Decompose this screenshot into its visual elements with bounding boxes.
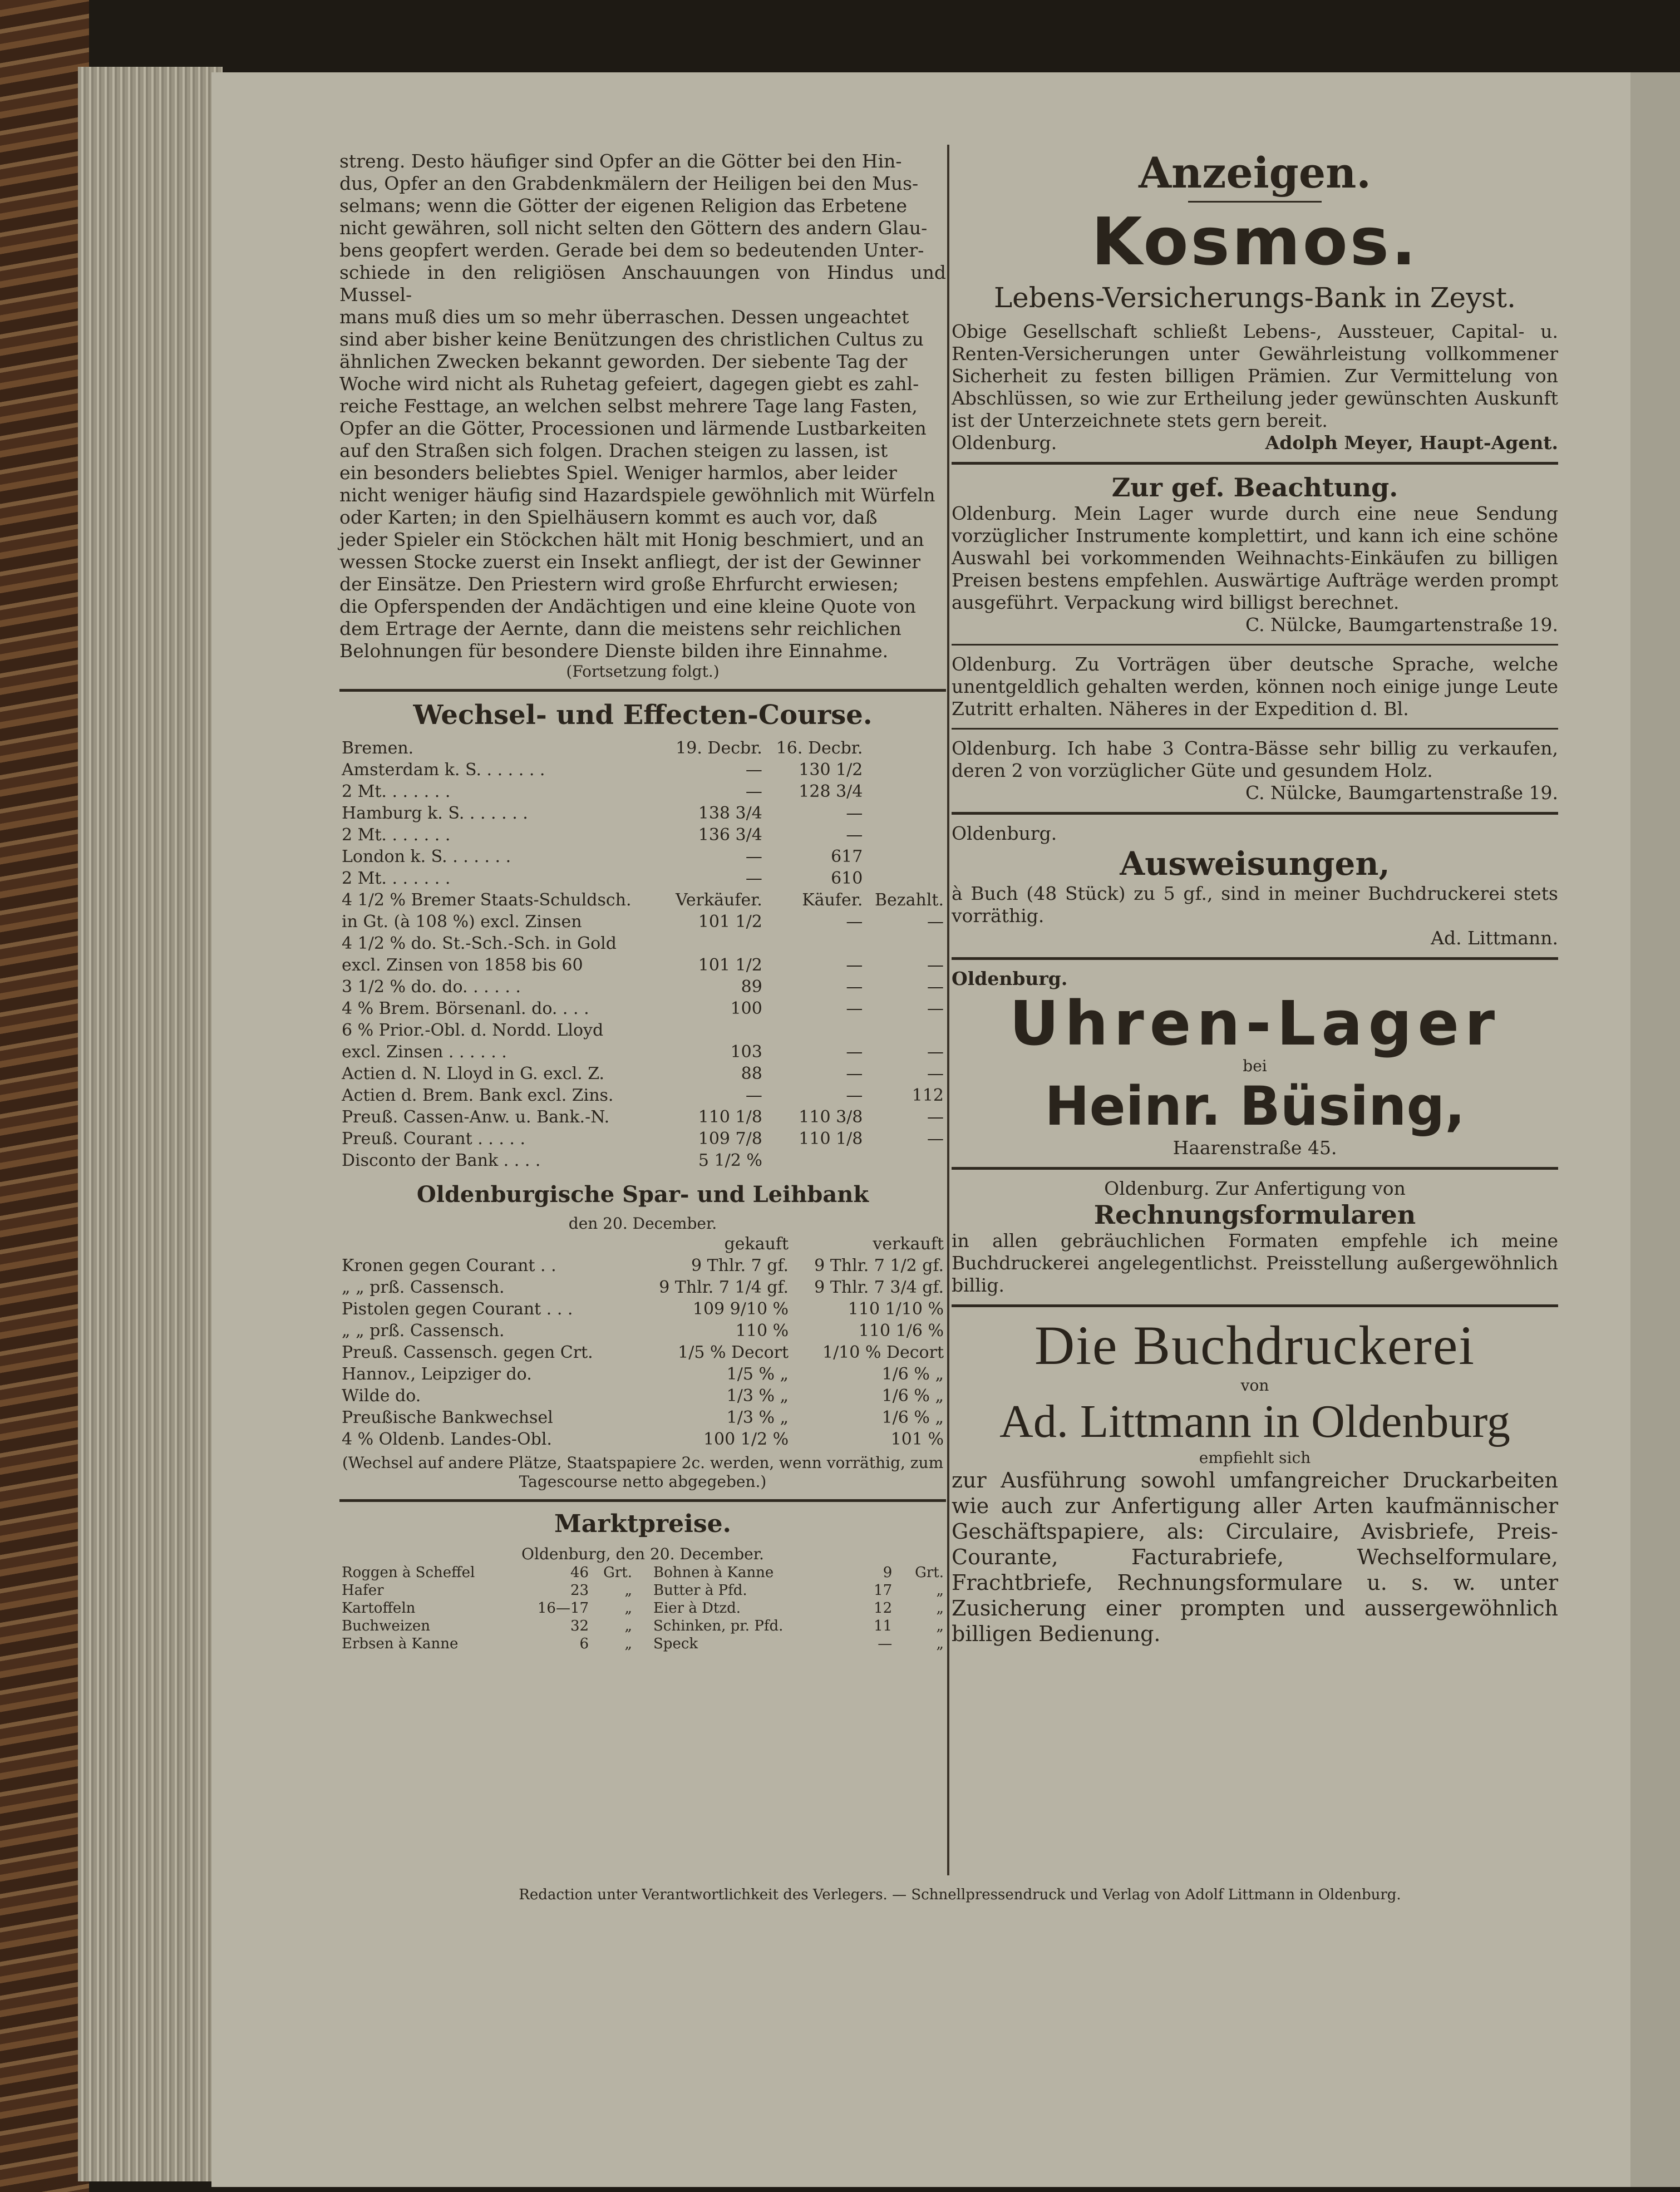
table-cell: Verkäufer. — [675, 890, 762, 910]
table-cell: excl. Zinsen von 1858 bis 60 — [342, 955, 583, 975]
table-cell: Preuß. Courant . . . . . — [342, 1129, 526, 1149]
price-row — [339, 1582, 634, 1599]
table-row — [339, 1363, 946, 1385]
table-cell: 4 % Oldenb. Landes-Obl. — [342, 1430, 552, 1449]
table-row — [339, 824, 946, 846]
table-cell: — — [927, 1042, 944, 1062]
table-cell: „ — [936, 1636, 944, 1652]
article-line: ein besonders beliebtes Spiel. Weniger harmlos, aber leider — [339, 462, 897, 484]
header-cell: verkauft — [873, 1234, 944, 1254]
table-row — [339, 1277, 946, 1298]
table-cell — [865, 868, 946, 889]
table-cell: 110 1/6 % — [858, 1321, 944, 1341]
kosmos-place: Oldenburg. — [952, 432, 1057, 454]
table-cell: Buchweizen — [342, 1618, 430, 1634]
table-cell: 101 1/2 — [698, 955, 762, 975]
table-cell: Preuß. Cassen-Anw. u. Bank.-N. — [342, 1107, 610, 1127]
ausweisungen-ad — [952, 822, 1558, 949]
table-cell: Preuß. Cassensch. gegen Crt. — [342, 1343, 593, 1362]
table-cell — [865, 933, 946, 954]
table-cell: 101 1/2 — [698, 912, 762, 932]
article-text — [339, 150, 946, 662]
article-line: der Einsätze. Den Priestern wird große Ehrfurcht erwiesen; — [339, 573, 899, 595]
table-cell: 5 1/2 % — [698, 1151, 762, 1170]
exchange-table — [339, 737, 946, 1171]
table-cell: „ — [624, 1636, 632, 1652]
table-cell: 88 — [741, 1064, 762, 1083]
table-cell: 109 7/8 — [698, 1129, 762, 1149]
buchdruckerei-firm: Ad. Littmann in Oldenburg — [999, 1396, 1510, 1447]
article-line: die Opferspenden der Andächtigen und eine kleine Quote von — [339, 595, 916, 617]
article-line: selmans; wenn die Götter der eigenen Religion das Erbetene — [339, 195, 908, 216]
table-row — [339, 1128, 946, 1150]
table-row — [339, 911, 946, 933]
buchdruckerei-text: zur Ausführung sowohl umfangreicher Druckarbeiten wie auch zur Anfertigung aller Arten kaufmännischer Geschäftspapiere, als: Circulaire, Avisbriefe, Preis-Courante, Facturabriefe, Wechselformulare, Frachtbriefe, Rechnungsformulare u. s. w. unter Zusicherung einer prompten und aussergewöhnlich billigen Bedienung. — [952, 1468, 1558, 1646]
divider — [952, 728, 1558, 730]
table-cell: Bezahlt. — [875, 890, 944, 910]
table-cell: Hafer — [342, 1582, 384, 1599]
table-cell: 9 Thlr. 7 1/2 gf. — [814, 1256, 944, 1275]
divider — [952, 1304, 1558, 1307]
savings-note: (Wechsel auf andere Plätze, Staatspapiere 2c. werden, wenn vorräthig, zum Tagescourse netto abgegeben.) — [342, 1454, 944, 1491]
column-divider — [947, 145, 949, 1875]
table-header-row — [339, 1233, 946, 1255]
divider — [952, 1167, 1558, 1170]
table-cell: „ — [936, 1600, 944, 1617]
table-cell: „ — [936, 1582, 944, 1599]
table-cell: 2 Mt. . . . . . . — [342, 869, 451, 888]
table-cell: 1/3 % „ — [726, 1386, 789, 1406]
buchdruckerei-empfiehlt: empfiehlt sich — [1199, 1449, 1311, 1467]
table-cell: Butter à Pfd. — [653, 1582, 747, 1599]
buchdruckerei-von: von — [1240, 1376, 1269, 1395]
table-cell: Actien d. Brem. Bank excl. Zins. — [342, 1086, 614, 1105]
kosmos-text: Obige Gesellschaft schließt Lebens-, Aussteuer, Capital- u. Renten-Versicherungen unter Gewährleistung vollkommener Sicherheit zu festen billigen Prämien. Zur Vermittelung von Abschlüssen, so wie zur Ertheilung jeder gewünschten Auskunft ist der Unterzeichnete stets gern bereit. — [952, 321, 1558, 431]
table-cell — [765, 1150, 865, 1171]
table-cell: 1/10 % Decort — [822, 1343, 944, 1362]
table-header-row — [339, 737, 946, 759]
divider — [952, 644, 1558, 646]
table-cell: 1/6 % „ — [881, 1386, 944, 1406]
book-binding — [0, 0, 89, 2192]
article-line: jeder Spieler ein Stöckchen hält mit Honig beschmiert, und an — [339, 529, 924, 550]
table-cell: 4 1/2 % do. St.-Sch.-Sch. in Gold — [342, 934, 617, 953]
table-cell — [664, 933, 765, 954]
kosmos-signature-row — [952, 432, 1558, 454]
savings-title: Oldenburgische Spar- und Leihbank — [416, 1181, 869, 1208]
table-row — [339, 846, 946, 868]
table-row — [339, 1085, 946, 1106]
left-column — [339, 150, 946, 1653]
article-line: auf den Straßen sich folgen. Drachen steigen zu lassen, ist — [339, 440, 888, 461]
kosmos-title: Kosmos. — [1091, 203, 1418, 280]
uhren-address: Haarenstraße 45. — [1172, 1137, 1337, 1159]
beachtung-text: Oldenburg. Mein Lager wurde durch eine neue Sendung vorzüglicher Instrumente komplettirt, und kann ich eine schöne Auswahl bei vorkommenden Weihnachts-Einkäufen zu billigen Preisen bestens empfehlen. Auswärtige Aufträge werden prompt ausgeführt. Verpackung wird billigst berechnet. — [952, 503, 1558, 613]
beachtung-title: Zur gef. Beachtung. — [1111, 472, 1398, 503]
table-cell: Roggen à Scheffel — [342, 1564, 475, 1581]
article-line: schiede in den religiösen Anschauungen von Hindus und Mussel- — [339, 262, 946, 306]
article-line: streng. Desto häufiger sind Opfer an die Götter bei den Hin- — [339, 150, 902, 172]
table-cell: in Gt. (à 108 %) excl. Zinsen — [342, 912, 582, 932]
ausweisungen-title: Ausweisungen, — [1120, 845, 1390, 883]
header-cell: 16. Decbr. — [776, 738, 863, 758]
table-cell: Eier à Dtzd. — [653, 1600, 741, 1617]
formulare-text: in allen gebräuchlichen Formaten empfehle ich meine Buchdruckerei angelegentlichst. Preisstellung außergewöhnlich billig. — [952, 1230, 1558, 1296]
table-cell: 2 Mt. . . . . . . — [342, 782, 451, 801]
formulare-intro: Oldenburg. Zur Anfertigung von — [1104, 1178, 1406, 1199]
header-cell: 19. Decbr. — [676, 738, 762, 758]
table-cell: „ „ prß. Cassensch. — [342, 1321, 505, 1341]
table-cell: 1/3 % „ — [726, 1408, 789, 1427]
table-cell: 2 Mt. . . . . . . — [342, 825, 451, 845]
table-cell: — — [846, 977, 863, 997]
savings-table — [339, 1233, 946, 1450]
beachtung-signature: C. Nülcke, Baumgartenstraße 19. — [1245, 614, 1558, 636]
table-cell: 617 — [831, 847, 863, 866]
table-cell: excl. Zinsen . . . . . . — [342, 1042, 507, 1062]
table-cell: 89 — [741, 977, 762, 997]
table-cell: Kartoffeln — [342, 1600, 416, 1617]
table-cell: — — [846, 1042, 863, 1062]
table-cell: London k. S. . . . . . . — [342, 847, 511, 866]
divider — [952, 812, 1558, 815]
table-cell: Erbsen à Kanne — [342, 1636, 459, 1652]
continuation-note: (Fortsetzung folgt.) — [566, 662, 720, 681]
table-cell: 110 3/8 — [799, 1107, 863, 1127]
table-cell — [865, 802, 946, 824]
table-cell: Speck — [653, 1636, 698, 1652]
table-row — [339, 1320, 946, 1342]
table-cell: 6 % Prior.-Obl. d. Nordd. Lloyd — [342, 1021, 604, 1040]
uhren-title: Uhren-Lager — [1009, 988, 1501, 1059]
table-cell: Actien d. N. Lloyd in G. excl. Z. — [342, 1064, 605, 1083]
table-row — [339, 1106, 946, 1128]
table-cell: — — [927, 912, 944, 932]
table-cell: — — [745, 782, 762, 801]
table-cell: — — [846, 1064, 863, 1083]
table-cell: 9 Thlr. 7 1/4 gf. — [659, 1278, 789, 1297]
page-edges — [78, 67, 223, 2181]
uhren-ad — [952, 968, 1558, 1159]
table-cell: 110 1/8 — [698, 1107, 762, 1127]
table-cell: 6 — [579, 1636, 589, 1652]
price-row — [651, 1582, 946, 1599]
table-cell: — — [927, 1107, 944, 1127]
article-line: ähnlichen Zwecken bekannt geworden. Der siebente Tag der — [339, 351, 908, 372]
table-cell — [865, 1150, 946, 1171]
article-line: nicht gewähren, soll nicht selten den Göttern des andern Glau- — [339, 217, 928, 239]
table-cell: „ „ prß. Cassensch. — [342, 1278, 505, 1297]
table-row — [339, 1429, 946, 1450]
article-line: nicht weniger häufig sind Hazardspiele gewöhnlich mit Würfeln — [339, 484, 935, 506]
price-row — [651, 1564, 946, 1582]
table-cell: 100 1/2 % — [703, 1430, 789, 1449]
table-cell: 1/5 % Decort — [678, 1343, 789, 1362]
article-line: wessen Stocke zuerst ein Insekt anfliegt, der ist der Gewinner — [339, 551, 921, 573]
table-row — [339, 998, 946, 1019]
table-row — [339, 889, 946, 911]
table-row — [339, 954, 946, 976]
ausweisungen-place: Oldenburg. — [952, 822, 1057, 844]
price-row — [339, 1564, 634, 1582]
table-cell: — — [745, 760, 762, 780]
table-row — [339, 1407, 946, 1429]
table-row — [339, 1385, 946, 1407]
table-row — [339, 1019, 946, 1041]
uhren-bei: bei — [1243, 1057, 1267, 1075]
table-cell: Amsterdam k. S. . . . . . . — [342, 760, 545, 780]
market-title: Marktpreise. — [554, 1510, 731, 1538]
table-cell: Bohnen à Kanne — [653, 1564, 774, 1581]
table-row — [339, 933, 946, 954]
table-cell: 32 — [570, 1618, 589, 1634]
article-line: oder Karten; in den Spielhäusern kommt es auch vor, daß — [339, 506, 878, 528]
table-cell: — — [745, 1086, 762, 1105]
article-line: Woche wird nicht als Ruhetag gefeiert, dagegen giebt es zahl- — [339, 373, 919, 395]
table-cell — [765, 933, 865, 954]
header-rule — [1188, 201, 1322, 203]
table-cell: „ — [624, 1582, 632, 1599]
savings-date: den 20. December. — [568, 1214, 717, 1233]
table-row — [339, 1298, 946, 1320]
formulare-title: Rechnungsformularen — [1093, 1200, 1416, 1230]
price-row — [339, 1635, 634, 1653]
table-cell: 16—17 — [537, 1600, 589, 1617]
formulare-ad — [952, 1178, 1558, 1297]
table-cell: — — [927, 1129, 944, 1149]
market-subtitle: Oldenburg, den 20. December. — [521, 1545, 764, 1563]
table-cell: — — [745, 869, 762, 888]
table-cell: 136 3/4 — [698, 825, 762, 845]
table-cell: 100 — [730, 999, 762, 1018]
ausweisungen-text: à Buch (48 Stück) zu 5 gf., sind in meiner Buchdruckerei stets vorräthig. — [952, 883, 1558, 927]
table-cell: 9 — [883, 1564, 893, 1581]
table-cell: Schinken, pr. Pfd. — [653, 1618, 784, 1634]
table-cell: — — [846, 825, 863, 845]
table-cell: — — [927, 999, 944, 1018]
contrabass-ad — [952, 737, 1558, 804]
header-cell: gekauft — [724, 1234, 789, 1254]
table-row — [339, 1255, 946, 1277]
article-line: Opfer an die Götter, Processionen und lärmende Lustbarkeiten — [339, 417, 927, 439]
table-cell: 138 3/4 — [698, 804, 762, 823]
table-cell — [865, 781, 946, 802]
table-cell — [865, 846, 946, 868]
table-cell: 103 — [730, 1042, 762, 1062]
table-cell: 130 1/2 — [799, 760, 863, 780]
header-cell — [339, 1233, 635, 1255]
article-line: Belohnungen für besondere Dienste bilden ihre Einnahme. — [339, 640, 889, 662]
table-cell: 110 % — [735, 1321, 789, 1341]
table-cell: — — [927, 955, 944, 975]
table-cell — [865, 759, 946, 781]
table-cell: 1/5 % „ — [726, 1365, 789, 1384]
table-cell: 11 — [874, 1618, 893, 1634]
table-cell — [664, 1019, 765, 1041]
divider — [952, 462, 1558, 465]
kosmos-ad — [952, 203, 1558, 454]
table-cell: Grt. — [915, 1564, 944, 1581]
article-line: dem Ertrage der Aernte, dann die meistens sehr reichlichen — [339, 618, 901, 639]
table-row — [339, 868, 946, 889]
price-row — [651, 1617, 946, 1635]
market-left — [339, 1564, 634, 1653]
header-cell: Bremen. — [342, 738, 414, 758]
table-cell: — — [846, 912, 863, 932]
table-cell: 109 9/10 % — [692, 1299, 789, 1319]
market-right — [651, 1564, 946, 1653]
table-cell: — — [927, 1064, 944, 1083]
table-cell: — — [846, 1086, 863, 1105]
table-cell: 110 1/10 % — [848, 1299, 944, 1319]
table-cell: — — [927, 977, 944, 997]
divider — [952, 957, 1558, 960]
table-cell: Disconto der Bank . . . . — [342, 1151, 541, 1170]
table-cell: 3 1/2 % do. do. . . . . . — [342, 977, 521, 997]
right-column — [952, 145, 1558, 1647]
table-cell: Hannov., Leipziger do. — [342, 1365, 532, 1384]
uhren-place: Oldenburg. — [952, 968, 1068, 989]
table-cell: Grt. — [603, 1564, 632, 1581]
table-cell: 112 — [912, 1086, 944, 1105]
article-line: reiche Festtage, an welchen selbst mehrere Tage lang Fasten, — [339, 395, 918, 417]
header-cell — [865, 737, 946, 759]
table-cell: 9 Thlr. 7 3/4 gf. — [814, 1278, 944, 1297]
table-cell: — — [846, 804, 863, 823]
next-page-edge — [1630, 72, 1680, 2187]
table-cell: 128 3/4 — [799, 782, 863, 801]
price-row — [651, 1599, 946, 1617]
table-row — [339, 1342, 946, 1363]
article-line: mans muß dies um so mehr überraschen. Dessen ungeachtet — [339, 306, 909, 328]
imprint-footer: Redaction unter Verantwortlichkeit des Verlegers. — Schnellpressendruck und Verlag von Adolf Littmann in Oldenburg. — [519, 1886, 1401, 1903]
uhren-firm: Heinr. Büsing, — [1045, 1075, 1465, 1137]
table-cell: 101 % — [890, 1430, 944, 1449]
table-cell: „ — [624, 1600, 632, 1617]
table-cell: — — [846, 999, 863, 1018]
buchdruckerei-title: Die Buchdruckerei — [1034, 1314, 1475, 1376]
table-cell: 12 — [874, 1600, 893, 1617]
table-cell: 110 1/8 — [799, 1129, 863, 1149]
table-row — [339, 759, 946, 781]
market-prices — [339, 1564, 946, 1653]
table-cell: 9 Thlr. 7 gf. — [691, 1256, 789, 1275]
article-line: bens geopfert werden. Gerade bei dem so bedeutenden Unter- — [339, 239, 924, 261]
contrabass-text: Oldenburg. Ich habe 3 Contra-Bässe sehr billig zu verkaufen, deren 2 von vorzüglicher Güte und gesundem Holz. — [952, 737, 1558, 781]
divider — [339, 1499, 946, 1502]
buchdruckerei-ad — [952, 1315, 1558, 1647]
table-cell: — — [745, 847, 762, 866]
article-line: dus, Opfer an den Grabdenkmälern der Heiligen bei den Mus- — [339, 173, 919, 194]
price-row — [651, 1635, 946, 1653]
table-cell: „ — [936, 1618, 944, 1634]
table-cell: 610 — [831, 869, 863, 888]
table-cell — [865, 824, 946, 846]
beachtung-ad — [952, 472, 1558, 636]
price-row — [339, 1599, 634, 1617]
contrabass-signature: C. Nülcke, Baumgartenstraße 19. — [1245, 782, 1558, 804]
table-cell: Pistolen gegen Courant . . . — [342, 1299, 573, 1319]
table-cell: 4 1/2 % Bremer Staats-Schuldsch. — [342, 890, 632, 910]
article-line: sind aber bisher keine Benützungen des christlichen Cultus zu — [339, 328, 924, 350]
table-row — [339, 802, 946, 824]
table-cell: 1/6 % „ — [881, 1365, 944, 1384]
table-cell: Hamburg k. S. . . . . . . — [342, 804, 528, 823]
table-cell: — — [846, 955, 863, 975]
table-row — [339, 1041, 946, 1063]
table-cell: 23 — [570, 1582, 589, 1599]
table-cell: Käufer. — [802, 890, 863, 910]
kosmos-signature: Adolph Meyer, Haupt-Agent. — [1265, 432, 1558, 454]
table-cell: 17 — [874, 1582, 893, 1599]
kosmos-subtitle: Lebens-Versicherungs-Bank in Zeyst. — [993, 282, 1516, 314]
ads-header: Anzeigen. — [1139, 148, 1371, 198]
table-row — [339, 976, 946, 998]
table-cell: 46 — [570, 1564, 589, 1581]
ausweisungen-signature: Ad. Littmann. — [1431, 927, 1558, 949]
price-row — [339, 1617, 634, 1635]
table-cell — [865, 1019, 946, 1041]
table-row — [339, 781, 946, 802]
table-cell: Preußische Bankwechsel — [342, 1408, 553, 1427]
divider — [339, 689, 946, 692]
table-cell: „ — [624, 1618, 632, 1634]
table-cell: 4 % Brem. Börsenanl. do. . . . — [342, 999, 589, 1018]
table-row — [339, 1063, 946, 1085]
table-cell: Wilde do. — [342, 1386, 421, 1406]
exchange-title: Wechsel- und Effecten-Course. — [413, 700, 873, 731]
table-row — [339, 1150, 946, 1171]
vortraege-ad: Oldenburg. Zu Vorträgen über deutsche Sprache, welche unentgeldlich gehalten werden, können noch einige junge Leute Zutritt erhalten. Näheres in der Expedition d. Bl. — [952, 653, 1558, 720]
table-cell: — — [878, 1636, 893, 1652]
table-cell — [765, 1019, 865, 1041]
table-cell: Kronen gegen Courant . . — [342, 1256, 556, 1275]
table-cell: 1/6 % „ — [881, 1408, 944, 1427]
